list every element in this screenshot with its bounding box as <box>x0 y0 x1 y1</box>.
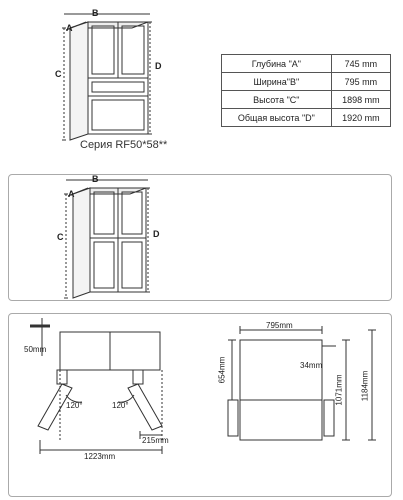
door-clearance-dimension: 215mm <box>142 436 169 445</box>
spec-label: Общая высота "D" <box>222 109 332 127</box>
dim-label-b: B <box>92 174 99 184</box>
gap-dimension: 50mm <box>24 345 47 354</box>
dim-label-a: A <box>68 189 75 199</box>
dim-label-d: D <box>155 61 162 71</box>
dim-label-c: C <box>55 69 62 79</box>
side-width-dimension: 795mm <box>266 321 293 330</box>
spec-label: Высота "C" <box>222 91 332 109</box>
spec-value: 745 mm <box>331 55 390 73</box>
spec-value: 1920 mm <box>331 109 390 127</box>
side-gap-dimension: 34mm <box>300 361 323 370</box>
side-height-1184: 1184mm <box>360 370 370 402</box>
dim-label-d: D <box>153 229 160 239</box>
spec-label: Глубина "A" <box>222 55 332 73</box>
side-height-654: 654mm <box>217 356 227 384</box>
left-door-angle: 120° <box>66 401 83 410</box>
dim-label-c: C <box>57 232 64 242</box>
model-series-caption: Серия RF50*58** <box>80 139 168 151</box>
dim-label-b: B <box>92 8 99 18</box>
spec-label: Ширина"B" <box>222 73 332 91</box>
total-width-dimension: 1223mm <box>84 452 116 461</box>
side-height-1071: 1071mm <box>334 374 344 406</box>
right-door-angle: 120° <box>112 401 129 410</box>
spec-value: 795 mm <box>331 73 390 91</box>
dim-label-a: A <box>66 23 73 33</box>
spec-value: 1898 mm <box>331 91 390 109</box>
